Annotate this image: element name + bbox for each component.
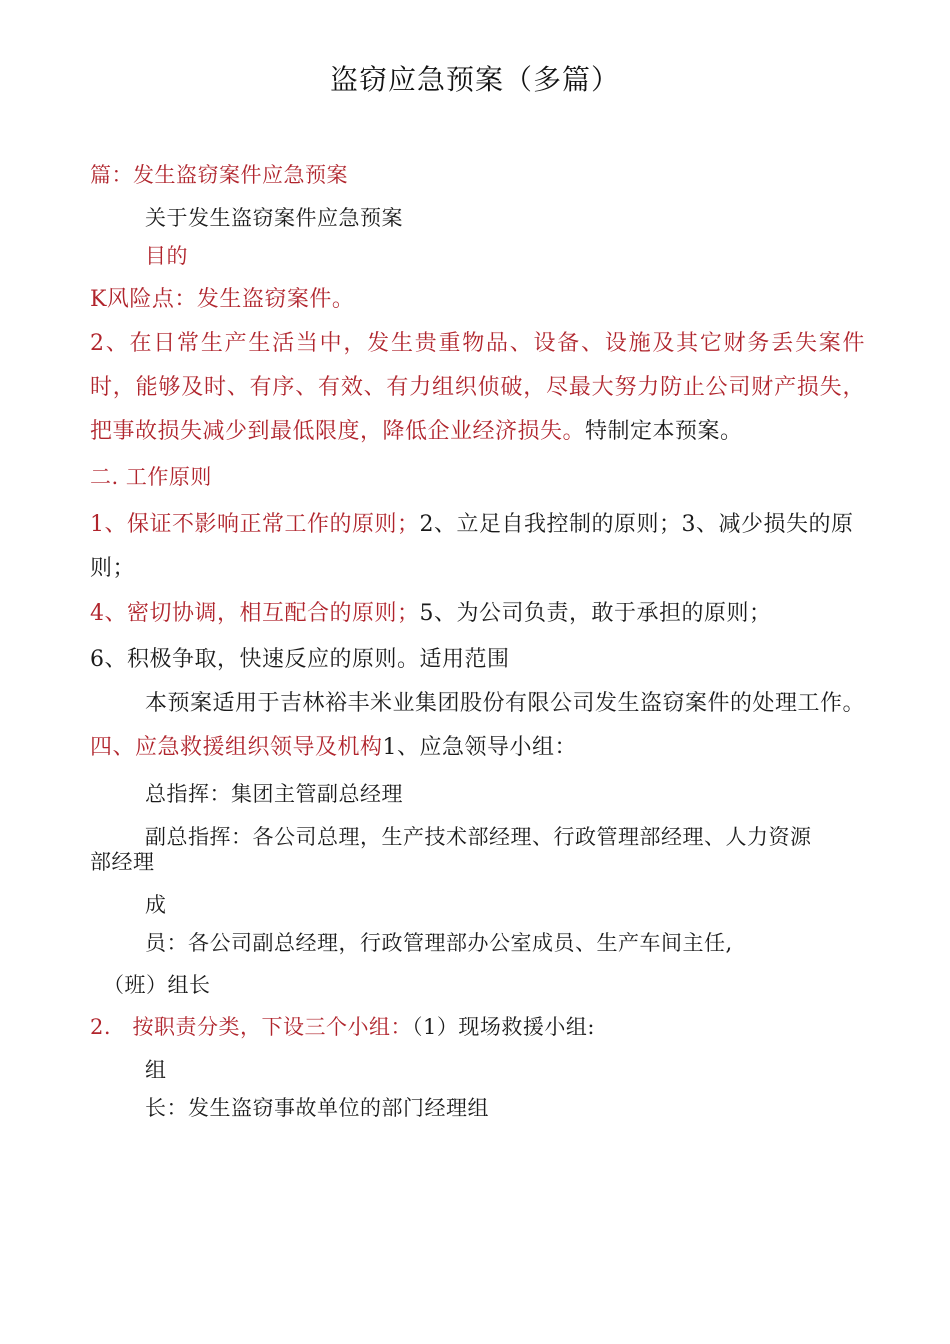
commander-line: 总指挥：集团主管副总经理 (145, 782, 403, 806)
members-label-char: 成 (145, 893, 167, 917)
section-heading-1: 篇：发生盗窃案件应急预案 (90, 163, 348, 187)
principle-4: 4、密切协调，相互配合的原则； (90, 601, 420, 626)
principle-2-3: 2、立足自我控制的原则；3、减少损失的原 (419, 512, 854, 537)
principles-line-1 (90, 510, 854, 540)
scope-line: 本预案适用于吉林裕丰米业集团股份有限公司发生盗窃案件的处理工作。 (145, 691, 866, 716)
document-title: 盗窃应急预案（多篇） (329, 63, 620, 96)
members-line: 员：各公司副总经理，行政管理部办公室成员、生产车间主任, (145, 931, 733, 955)
subgroup-classification: 2. 按职责分类，下设三个小组： (90, 1015, 413, 1039)
risk-point-line: K风险点：发生盗窃案件。 (90, 287, 355, 312)
principle-1: 1、保证不影响正常工作的原则； (90, 512, 420, 537)
purpose-paragraph (90, 322, 865, 454)
leadership-group-heading: 1、应急领导小组： (382, 735, 578, 760)
purpose-paragraph-red: 2、在日常生产生活当中，发生贵重物品、设备、设施及其它财务丢失案件时，能够及时、有序、有效、有力组织侦破，尽最大努力防止公司财产损失，把事故损失减少到最低限度，降低企业经济损失。 (90, 331, 865, 444)
group-leader-line: 长：发生盗窃事故单位的部门经理组 (145, 1096, 489, 1120)
subtitle-line: 关于发生盗窃案件应急预案 (145, 206, 403, 230)
members-line-cont: （班）组长 (103, 973, 211, 997)
purpose-heading: 目的 (145, 244, 188, 268)
group-leader-label-char: 组 (145, 1058, 167, 1082)
principles-line-2 (90, 599, 772, 629)
deputy-commander-line-cont: 部经理 (90, 850, 155, 874)
principle-5: 5、为公司负责，敢于承担的原则； (419, 601, 772, 626)
principles-line-3: 6、积极争取，快速反应的原则。适用范围 (90, 647, 510, 672)
rescue-group-heading: （1）现场救援小组: (412, 1015, 595, 1039)
subgroup-heading (90, 1012, 595, 1042)
section-heading-4 (90, 733, 577, 763)
purpose-paragraph-black: 特制定本预案。 (585, 419, 743, 444)
section-heading-2: 二. 工作原则 (90, 465, 212, 489)
organization-heading: 四、应急救援组织领导及机构 (90, 735, 383, 760)
deputy-commander-line: 副总指挥：各公司总理，生产技术部经理、行政管理部经理、人力资源 (145, 825, 812, 849)
principles-line-1-cont: 则； (90, 556, 136, 581)
